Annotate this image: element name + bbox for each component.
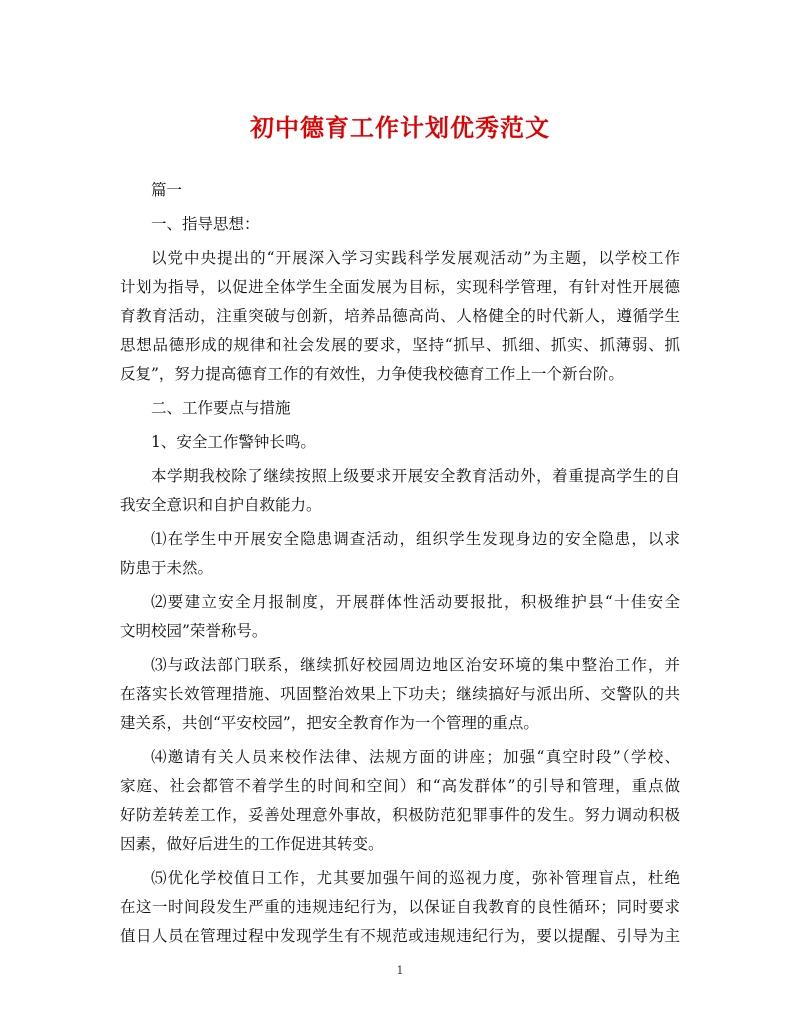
body-line: 家庭、社会都管不着学生的时间和空间）和“高发群体”的引导和管理，重点做 xyxy=(120,777,680,795)
body-line: ⑶与政法部门联系，继续抓好校园周边地区治安环境的集中整治工作，并 xyxy=(151,656,680,674)
body-line: 一、指导思想： xyxy=(151,215,260,233)
body-line: ⑷邀请有关人员来校作法律、法规方面的讲座；加强“真空时段”（学校、 xyxy=(151,748,680,766)
body-line: 1、安全工作警钟长鸣。 xyxy=(151,433,316,451)
body-line: 反复”，努力提高德育工作的有效性，力争使我校德育工作上一个新台阶。 xyxy=(120,365,624,383)
body-line: 我安全意识和自护自救能力。 xyxy=(120,496,322,514)
document-body xyxy=(120,176,680,951)
body-line: ⑴在学生中开展安全隐患调查活动，组织学生发现身边的安全隐患，以求 xyxy=(151,530,680,548)
body-line: 好防差转差工作，妥善处理意外事故，积极防范犯罪事件的发生。努力调动积极 xyxy=(120,806,680,824)
body-line: ⑵要建立安全月报制度，开展群体性活动要报批，积极维护县“十佳安全 xyxy=(151,593,680,611)
body-line: 值日人员在管理过程中发现学生有不规范或违规违纪行为，要以提醒、引导为主 xyxy=(120,927,680,945)
body-line: 在这一时间段发生严重的违规违纪行为，以保证自我教育的良性循环；同时要求 xyxy=(120,898,680,916)
body-line: 在落实长效管理措施、巩固整治效果上下功夫；继续搞好与派出所、交警队的共 xyxy=(120,685,680,703)
body-line: 防患于未然。 xyxy=(120,559,214,577)
body-line: 二、工作要点与措施 xyxy=(151,399,291,417)
body-line: 篇一 xyxy=(151,181,183,199)
body-line: ⑸优化学校值日工作，尤其要加强午间的巡视力度，弥补管理盲点，杜绝 xyxy=(151,869,680,887)
page-number: 1 xyxy=(396,964,404,977)
body-line: 育教育活动，注重突破与创新，培养品德高尚、人格健全的时代新人，遵循学生 xyxy=(120,307,680,325)
body-line: 文明校园”荣誉称号。 xyxy=(120,622,268,640)
body-line: 因素，做好后进生的工作促进其转变。 xyxy=(120,835,384,853)
body-line: 本学期我校除了继续按照上级要求开展安全教育活动外，着重提高学生的自 xyxy=(151,467,680,485)
document-title: 初中德育工作计划优秀范文 xyxy=(250,113,550,142)
body-line: 思想品德形成的规律和社会发展的要求，坚持“抓早、抓细、抓实、抓薄弱、抓 xyxy=(120,336,680,354)
body-line: 建关系，共创“平安校园”，把安全教育作为一个管理的重点。 xyxy=(120,714,539,732)
body-line: 计划为指导，以促进全体学生全面发展为目标，实现科学管理，有针对性开展德 xyxy=(120,278,680,296)
body-line: 以党中央提出的“开展深入学习实践科学发展观活动”为主题，以学校工作 xyxy=(151,249,680,267)
